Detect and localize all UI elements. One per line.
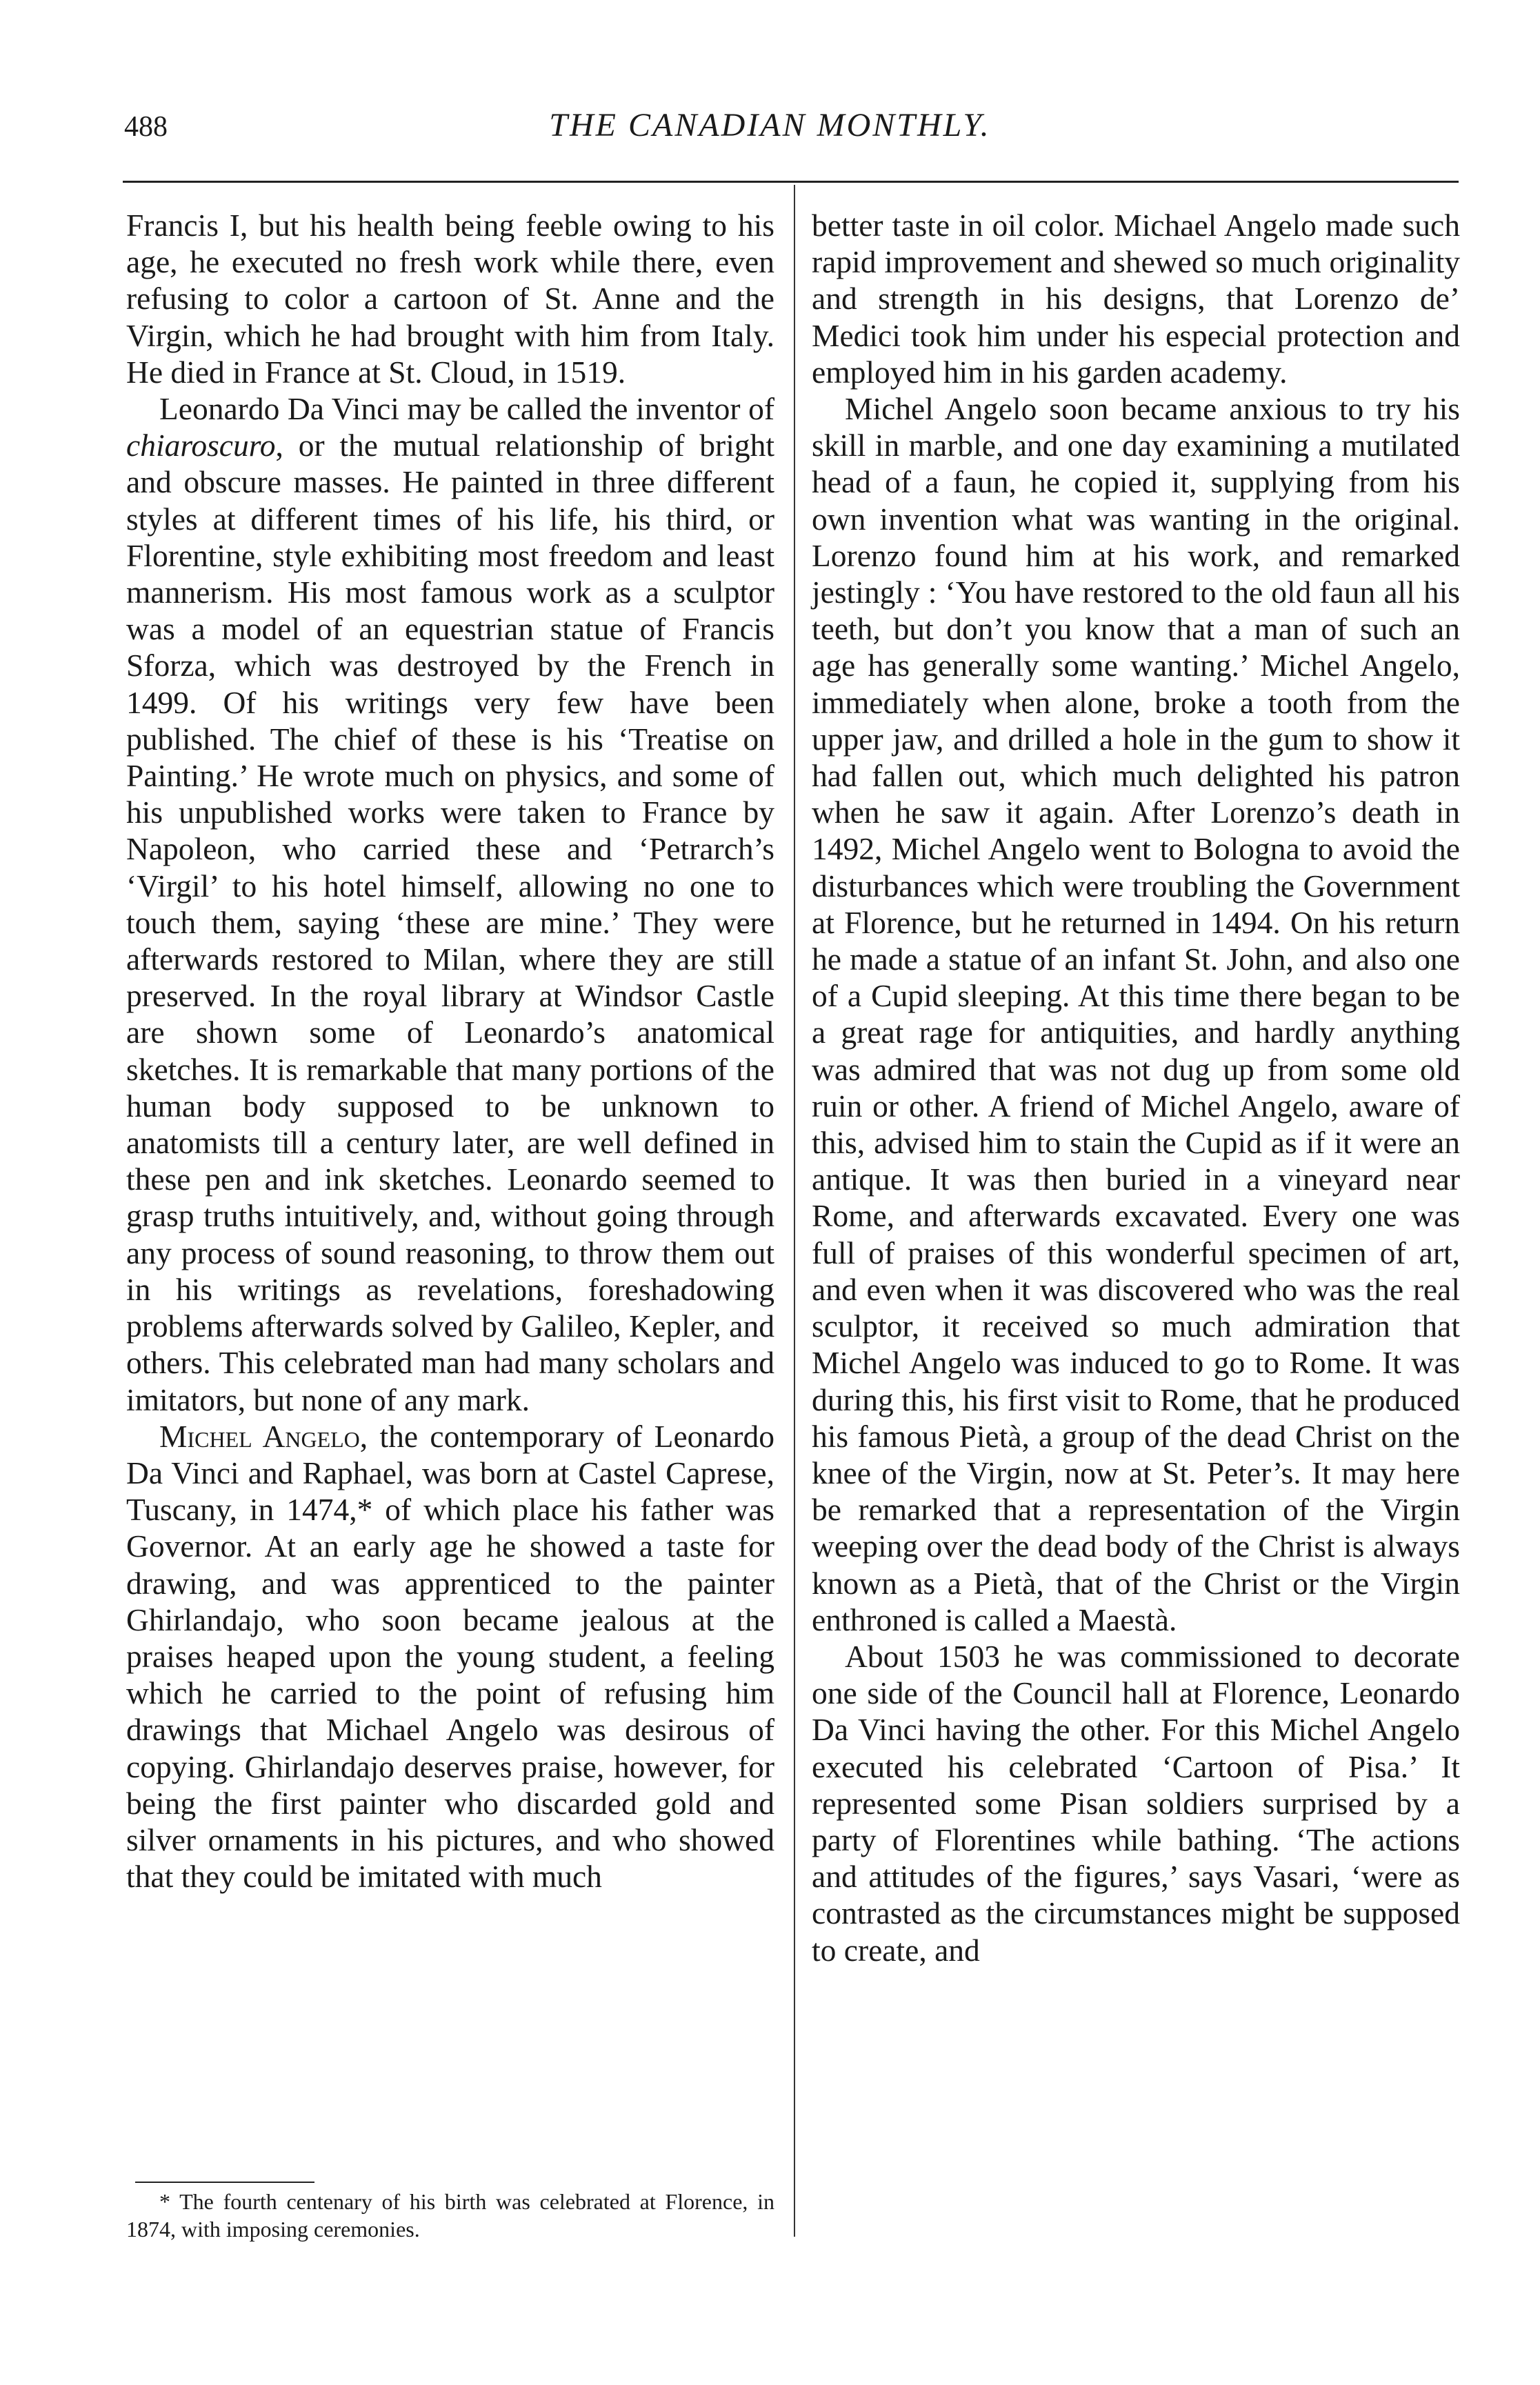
footnote-text: * The fourth centenary of his birth was celebrated at Florence, in 1874, with imposing ceremonies.	[126, 2189, 774, 2242]
right-column	[812, 207, 1460, 1968]
footnote	[126, 2188, 774, 2243]
text-run: , or the mutual relationship of bright and obscure masses. He painted in three different styles at different times of his life, his third, or Florentine, style exhibiting most freedom and least mannerism. His most famous work as a sculptor was a model of an equestrian statue of Francis Sforza, which was destroyed by the French in 1499. Of his writings very few have been published. The chief of these is his ‘Treatise on Painting.’ He wrote much on physics, and some of his unpublished works were taken to France by Napoleon, who carried these and ‘Petrarch’s ‘Virgil’ to his hotel himself, allowing no one to touch them, saying ‘these are mine.’ They were afterwards restored to Milan, where they are still preserved. In the royal library at Windsor Castle are shown some of Leonardo’s anatomical sketches. It is remarkable that many portions of the human body supposed to be unknown to anatomists till a century later, are well defined in these pen and ink sketches. Leonardo seemed to grasp truths intuitively, and, without going through any process of sound reasoning, to throw them out in his writings as revelations, foreshadowing problems afterwards solved by Galileo, Kepler, and others. This celebrated man had many scholars and imitators, but none of any mark.	[126, 428, 774, 1417]
column-divider	[794, 185, 795, 2237]
name-smallcaps: Michel Angelo	[159, 1418, 360, 1454]
paragraph	[126, 390, 774, 1418]
page-header	[0, 103, 1540, 159]
footnote-rule	[135, 2182, 314, 2183]
page-number: 488	[124, 111, 168, 143]
text-run: , the contemporary of Leonardo Da Vinci and Raphael, was born at Castel Caprese, Tuscany, in 1474,* of which place his father was Governor. At an early age he showed a taste for drawing, and was apprenticed to the painter Ghirlandajo, who soon became jealous at the praises heaped upon the young student, a feeling which he carried to the point of refusing him drawings that Michael Angelo was desirous of copying. Ghirlandajo deserves praise, however, for being the first painter who discarded gold and silver ornaments in his pictures, and who showed that they could be imitated with much	[126, 1418, 775, 1895]
running-title: THE CANADIAN MONTHLY.	[549, 107, 991, 143]
paragraph	[126, 1418, 774, 1895]
header-rule	[123, 181, 1459, 183]
paragraph: Francis I, but his health being feeble owing to his age, he executed no fresh work while there, even refusing to color a cartoon of St. Anne and the Virgin, which he had brought with him from Italy. He died in France at St. Cloud, in 1519.	[126, 208, 774, 390]
paragraph: Michel Angelo soon became anxious to try his skill in marble, and one day examining a mutilated head of a faun, he copied it, supplying from his own invention what was wanting in the original. Lorenzo found him at his work, and remarked jestingly : ‘You have restored to the old faun all his teeth, but don’t you know that a man of such an age has generally some wanting.’ Michel Angelo, immediately when alone, broke a tooth from the upper jaw, and drilled a hole in the gum to show it had fallen out, which much delighted his patron when he saw it again. After Lorenzo’s death in 1492, Michel Angelo went to Bologna to avoid the disturbances which were troubling the Government at Florence, but he returned in 1494. On his return he made a statue of an infant St. John, and also one of a Cupid sleeping. At this time there began to be a great rage for antiquities, and hardly anything was admired that was not dug up from some old ruin or other. A friend of Michel Angelo, aware of this, advised him to stain the Cupid as if it were an antique. It was then buried in a vineyard near Rome, and afterwards excavated. Every one was full of praises of this wonderful specimen of art, and even when it was discovered who was the real sculptor, it received so much admiration that Michel Angelo was induced to go to Rome. It was during this, his first visit to Rome, that he produced his famous Pietà, a group of the dead Christ on the knee of the Virgin, now at St. Peter’s. It may here be remarked that a representation of the Virgin weeping over the dead body of the Christ is always known as a Pietà, that of the Christ or the Virgin enthroned is called a Maestà.	[812, 391, 1460, 1637]
paragraph: better taste in oil color. Michael Angelo made such rapid improvement and shewed so much originality and strength in his designs, that Lorenzo de’ Medici took him under his especial protection and employed him in his garden academy.	[812, 208, 1460, 390]
paragraph: About 1503 he was commissioned to decorate one side of the Council hall at Florence, Leonardo Da Vinci having the other. For this Michel Angelo executed his celebrated ‘Cartoon of Pisa.’ It represented some Pisan soldiers surprised by a party of Florentines while bathing. ‘The actions and attitudes of the figures,’ says Vasari, ‘were as contrasted as the circumstances might be supposed to create, and	[812, 1638, 1460, 1968]
text-run: Leonardo Da Vinci may be called the inventor of	[159, 391, 774, 427]
italic-term: chiaroscuro	[126, 428, 276, 463]
left-column	[126, 207, 774, 1895]
